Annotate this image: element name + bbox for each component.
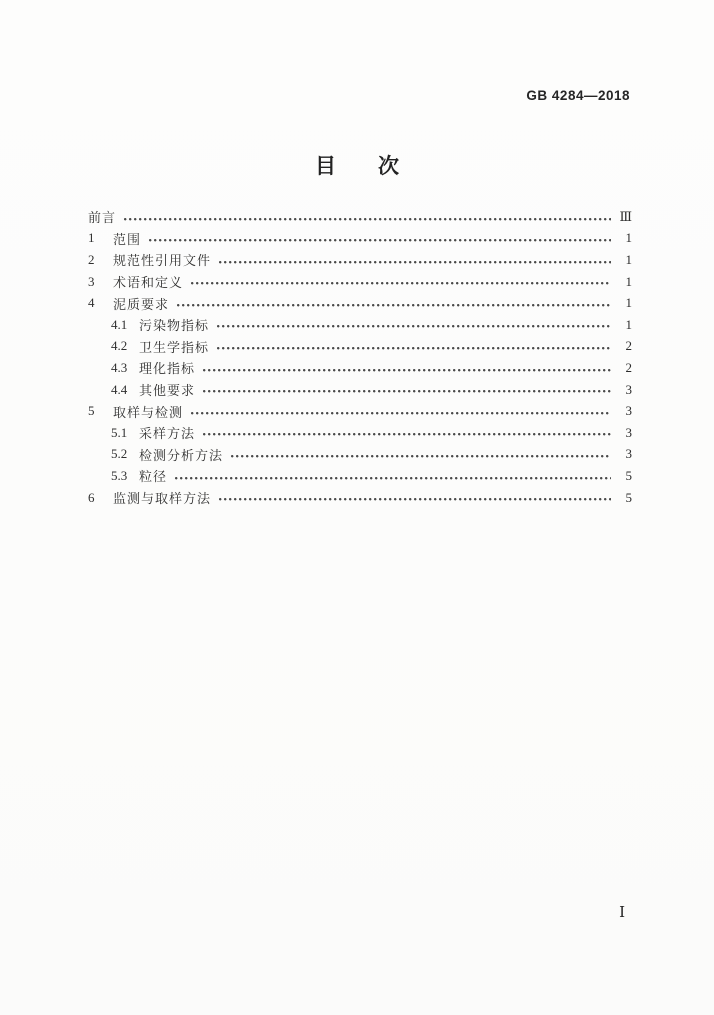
toc-entry-label: 规范性引用文件 xyxy=(113,253,212,269)
toc-entry-label: 前言 xyxy=(88,210,117,226)
dot-leader xyxy=(175,465,611,487)
dot-leader xyxy=(124,206,611,228)
toc-entry-label: 污染物指标 xyxy=(139,318,210,334)
dot-leader xyxy=(203,379,611,401)
table-of-contents xyxy=(88,206,632,508)
toc-entry-page-number: 1 xyxy=(625,273,632,289)
toc-entry-number: 5.1 xyxy=(111,424,128,440)
toc-entry-label: 理化指标 xyxy=(139,361,196,377)
toc-entry-number: 5.3 xyxy=(111,467,128,483)
dot-leader xyxy=(191,400,611,422)
dot-leader xyxy=(177,292,611,314)
toc-entry xyxy=(88,400,632,422)
toc-entry-page-number: 3 xyxy=(625,381,632,397)
toc-entry-page-number: Ⅲ xyxy=(619,208,632,224)
footer-page-number: Ⅰ xyxy=(619,905,625,921)
toc-entry-number: 5 xyxy=(88,403,95,419)
toc-entry-number: 4.4 xyxy=(111,381,128,397)
dot-leader xyxy=(149,228,611,250)
dot-leader xyxy=(191,271,611,293)
toc-entry-number: 5.2 xyxy=(111,446,128,462)
toc-entry-number: 4.1 xyxy=(111,316,128,332)
toc-entry-number: 1 xyxy=(88,230,95,246)
toc-entry-number: 4 xyxy=(88,295,95,311)
toc-entry-label: 采样方法 xyxy=(139,426,196,442)
page-title: 目 次 xyxy=(315,155,399,178)
dot-leader xyxy=(203,422,611,444)
toc-entry-page-number: 1 xyxy=(625,295,632,311)
toc-entry-label: 卫生学指标 xyxy=(139,339,210,355)
toc-entry-page-number: 1 xyxy=(625,251,632,267)
toc-entry xyxy=(88,292,632,314)
toc-entry-page-number: 1 xyxy=(625,316,632,332)
toc-entry-page-number: 3 xyxy=(625,403,632,419)
toc-entry xyxy=(88,422,632,444)
dot-leader xyxy=(219,249,611,271)
toc-entry-page-number: 1 xyxy=(625,230,632,246)
toc-entry-page-number: 5 xyxy=(625,489,632,505)
toc-entry-page-number: 3 xyxy=(625,424,632,440)
toc-entry xyxy=(88,314,632,336)
toc-entry-label: 术语和定义 xyxy=(113,275,184,291)
toc-entry-number: 3 xyxy=(88,273,95,289)
toc-entry-number: 2 xyxy=(88,251,95,267)
standard-code: GB 4284—2018 xyxy=(526,88,630,103)
toc-entry xyxy=(88,271,632,293)
toc-entry xyxy=(88,357,632,379)
toc-entry-page-number: 2 xyxy=(625,338,632,354)
toc-entry xyxy=(88,487,632,509)
toc-entry-number: 4.3 xyxy=(111,359,128,375)
toc-entry xyxy=(88,444,632,466)
toc-entry-label: 粒径 xyxy=(139,469,168,485)
toc-entry xyxy=(88,379,632,401)
toc-entry-label: 其他要求 xyxy=(139,383,196,399)
toc-entry xyxy=(88,228,632,250)
dot-leader xyxy=(217,336,611,358)
toc-entry-label: 检测分析方法 xyxy=(139,447,224,463)
toc-entry-label: 取样与检测 xyxy=(113,404,184,420)
dot-leader xyxy=(217,314,611,336)
toc-entry xyxy=(88,206,632,228)
toc-entry-page-number: 2 xyxy=(625,359,632,375)
toc-entry xyxy=(88,336,632,358)
dot-leader xyxy=(231,444,611,466)
dot-leader xyxy=(219,487,611,509)
toc-entry xyxy=(88,465,632,487)
toc-entry-label: 监测与取样方法 xyxy=(113,491,212,507)
toc-entry-page-number: 5 xyxy=(625,467,632,483)
toc-entry-label: 泥质要求 xyxy=(113,296,170,312)
toc-entry xyxy=(88,249,632,271)
toc-entry-number: 4.2 xyxy=(111,338,128,354)
toc-entry-label: 范围 xyxy=(113,231,142,247)
dot-leader xyxy=(203,357,611,379)
toc-entry-page-number: 3 xyxy=(625,446,632,462)
toc-entry-number: 6 xyxy=(88,489,95,505)
